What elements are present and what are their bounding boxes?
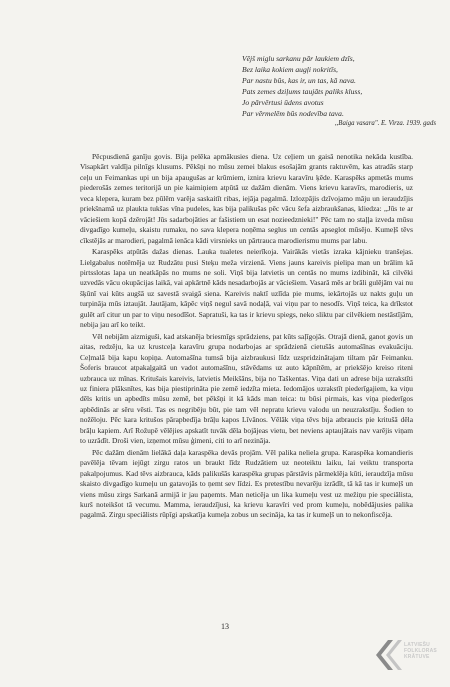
folklore-archive-logo (374, 632, 444, 682)
logo-text-line: LATVIEŠU (404, 642, 430, 648)
epigraph (242, 54, 442, 130)
logo-text (404, 642, 444, 661)
chevron-logo-icon (374, 638, 402, 672)
epigraph-line: Jo pārvērtusi ūdens avotus (242, 97, 324, 107)
epigraph-line: Par nastu būs, kas ir, un tas, kā nava. (242, 75, 356, 85)
paragraph: Karaspēks atpūtās dažas dienas. Lauka tualetes neierīkoja. Vairākās vietās izraka kājnieku tranšejas. Lielgabalus notēmēja uz Rudzātu pusi Steķu meža virzienā. Viens jauns kareivis pielipa man un brālim kā pirtsslotas lapa un neatkāpās no mums ne soli. Viņš bija latvietis un centās no mums izdibināt, kā cilvēki uzvedās vācu okupācijas laikā, vai apkārtnē kāds nesadarbojās ar vāciešiem. Vasarā mēs ar brāli gulējām vai nu šķūnī vai kūts augšā uz savestā svaigā siena. Kareivis naktī uzlīda pie mums, iekārtojās uz nakts guļu un turpināja mūs iztaujāt. Jautājam, kāpēc viņš negul savā nodaļā, vai viņu par to nesodīs. Viņš teica, ka drīkstot gulēt arī citur un par to viņu nesodīšot. Sapratuši, ka tas ir krievu spiegs, neko sliktu par cilvēkiem nestāstījām, nebija jau arī ko teikt. (80, 247, 413, 330)
logo-text-line: FOLKLORAS (404, 648, 437, 655)
body-text (80, 152, 413, 522)
epigraph-source: ,,Baiga vasara". E. Virza. 1939. gads (334, 120, 436, 128)
epigraph-line: Par vērmelēm būs nodevība tava. (242, 108, 344, 118)
paragraph: Pēcpusdienā ganīju govis. Bija pelēka apmākusies diena. Uz ceļiem un gaisā nenotika nekāda kustība. Visapkārt valdīja pilnīgs klusums. Pēkšņi no mūsu zemei blakus esošajām grants raktuvēm, kas atradās starp ceļu un Feimankas upi un bija apaugušas ar krūmiem, iznira krievu karavīru ķēde. Karaspēks apmetās mums piederošās zemes teritorijā un pie kaimiņiem atpūtā uz dažām dienām. Viens krievu karavīrs, marodieris, uz veca klepera, kuram bez pūlēm varēja saskaitīt ribas, iejāja pagalmā. Izlozpājis dzīvojamo māju un ieraudzījis priekšnamā uz plaukta tukšas vīna pudeles, kas bija palikušas pēc vācu šefa aizbraukšanas, kliedza: ,,Jūs te ar vāciešiem kopā dzērojāt! Jūs sadarbojāties ar fašistiem un esat nozieedznieki!" Pēc tam no staļļa izveda mūsu divgadīgo kumeļu, skaistu rumaku, no sava klepera noņēma seglus un centās apseglot mūsējo. Kumeļš tēvs cīkstējās ar marodieri, pagalmā ienāca kādi virsnieks un pārtrauca marodierismu mums par labu. (80, 152, 413, 245)
paragraph: Pēc dažām dienām lielākā daļa karaspēka devās projām. Vēl palika neliela grupa. Karaspēka komandieris pavēlēja tēvam iejūgt zirgu ratos un braukt līdz Rudzātiem uz neoteiktu laiku, lai veiktu transporta pakalpojumus. Kad tēvs aizbrauca, kāds palikušās karaspēka grupas pārstāvis pārmeklēja kūti, ieraudzīja mūsu skaisto divgadīgo kumeļu un gatavojās to ņemt sev līdzi. Es pretestību nevarēju izrādīt, tā kā tas ir kumeļš un viens mūsu zirgs Sarkanā armijā ir jau paņemts. Man neticēja un lika kumeļu vest uz mežiņu pie speciālista, kurš noteikšot tā vecumu. Mamma, ieraudzījusi, ka krievu karavīri ved prom kumeļu, nobēdājusies palika pagalmā. Zirgu speciālists rūpīgi apskatīja kumeļa zobus un secināja, ka tas ir kumeļš un to nekonfiscēja. (80, 447, 413, 520)
epigraph-line: Bez laika kokiem augļi nokritīs, (242, 64, 338, 74)
paragraph: Vēl nebijām aizmiguši, kad atskanēja briesmīgs sprādziens, pat kūts saļīgojās. Otrajā dienā, ganot govis un aitas, redzēju, ka uz krustceļa karavīru grupa nodarbojas ar sprādzienā cietušās automašīnas evakuāciju. Ceļmalā bija kapu kopiņa. Automašīna tumsā bija aizbraukusi līdz uzspridzinātajam tiltam pār Feimanku. Šoferis braucot atpakaļgaitā un vadot automašīnu, stāvēdams uz auto kāpnītēm, ar priekšējo kreiso riteni uzbrauca uz mīnas. Kritušais kareivis, latvietis Meikšāns, bija no Taškentas. Viņa dati un adrese bija uzrakstīti uz finiera plāksnītes, kas bija piestiprināta pie zemē iedzīta mieta. Iedomājos uzrakstīt piederīgajiem, ka viņu dēls kritis un apbedīts mūsu zemē, bet pēkšņi it kā kāds man teica: tu būsi pirmais, kas viņa piederīgos apbēdinās ar sēru vēsti. Tas es negribēju būt, pie tam vēl nepratu krievu valodu un neuzrakstīju. Šodien to nožēloju. Pēc kara kritušos pārapbedīja brāļu kapos Līvānos. Vēlāk viņa tēvs bija atbraucis pie kritušā dēla brāļu kapiem. Arī Rožupē vēlējies apskatīt tuvāk dēla bojājeas vietu, bet neviens aptaujātais nav varējis viņam to uzrādīt. Droši vien, izņemot mūsu ģimeni, citi to arī nezināja. (80, 331, 413, 446)
page-number: 13 (221, 622, 229, 631)
epigraph-line: Pats zemes dziļums taujāts paliks kluss, (242, 86, 363, 96)
epigraph-line: Vējš miglu sarkanu pār laukiem dzīs, (242, 54, 355, 63)
logo-text-line: KRĀTUVE (404, 654, 430, 661)
